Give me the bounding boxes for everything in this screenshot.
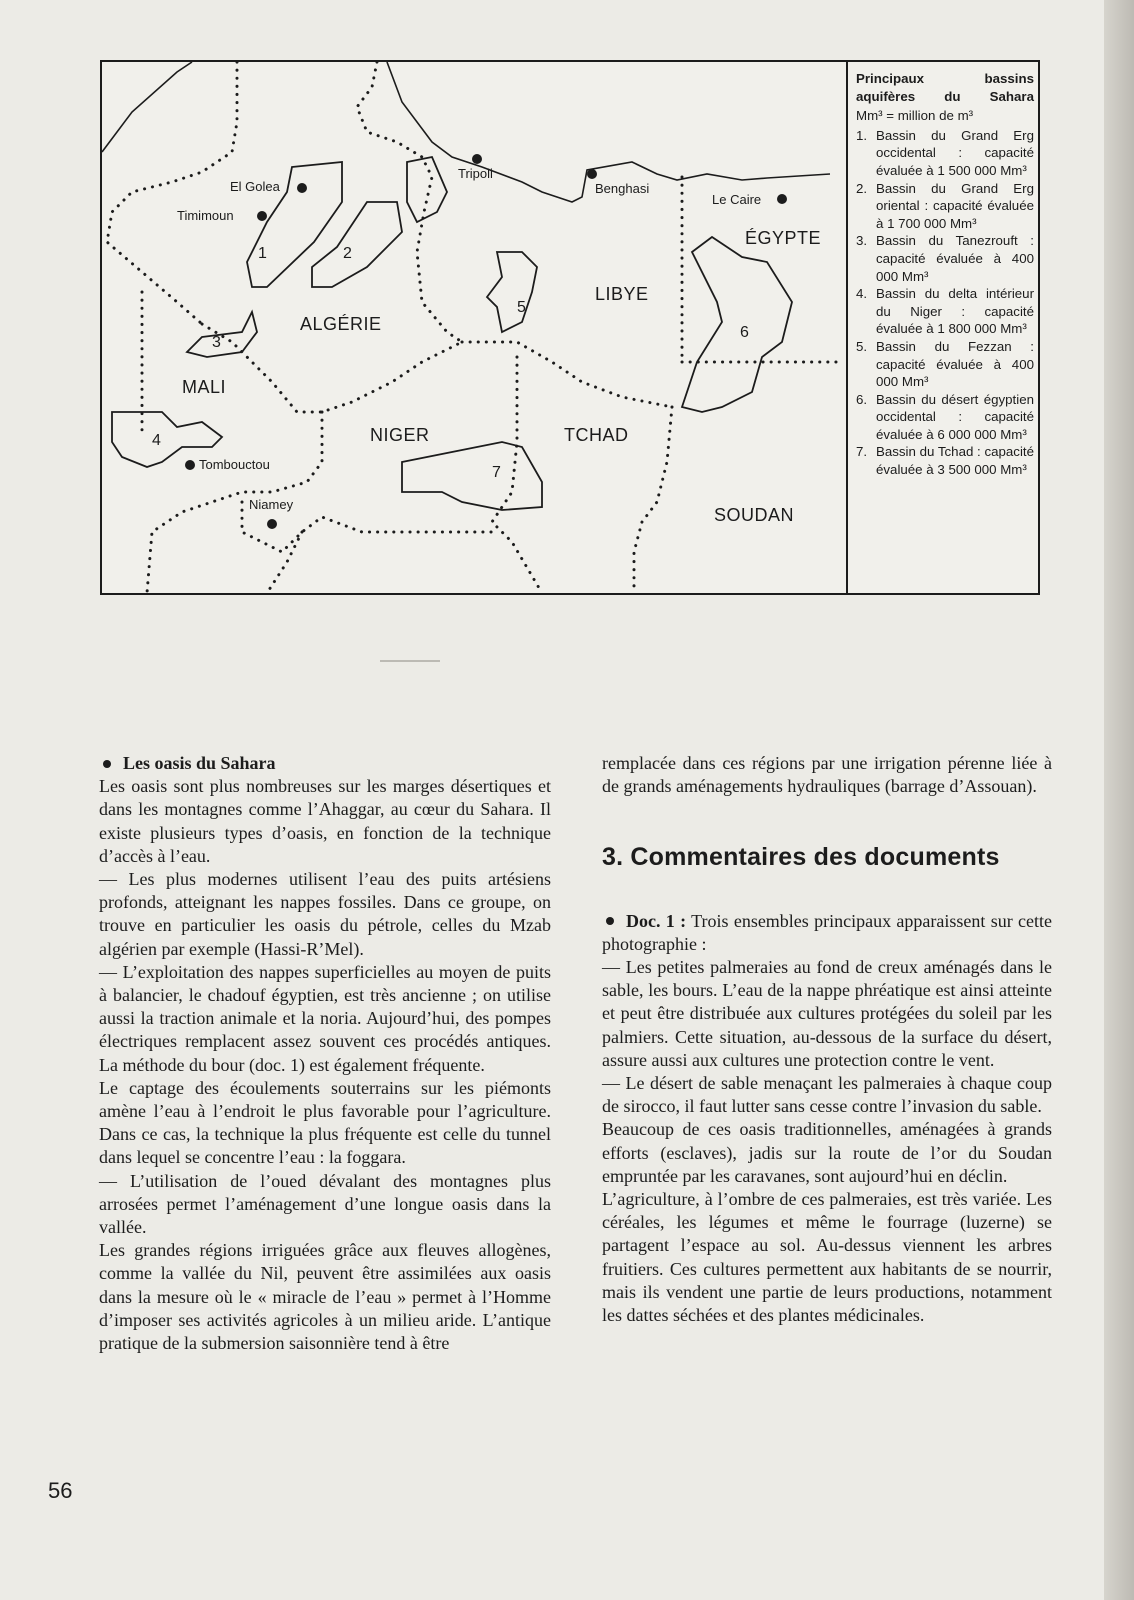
basin-number-1: 1	[258, 245, 267, 262]
city-label-niamey: Niamey	[249, 497, 294, 512]
basin-number-6: 6	[740, 324, 749, 341]
doc1-label: Doc. 1 :	[626, 910, 687, 931]
oasis-heading-text: Les oasis du Sahara	[123, 753, 276, 773]
border-morocco-algeria	[107, 62, 237, 324]
legend-item	[856, 127, 1034, 180]
basin-number-3: 3	[212, 334, 221, 351]
doc1-intro-text: Trois ensembles principaux apparaissent sur cette photographie :	[602, 910, 1052, 954]
legend-item-text: Bassin du Tanezrouft : capacité évaluée à 400 000 Mm³	[876, 233, 1034, 284]
right-text-column	[602, 752, 1052, 1327]
country-label-niger: NIGER	[370, 425, 430, 445]
city-label-tombouctou: Tombouctou	[199, 457, 270, 472]
legend-item-text: Bassin du delta intérieur du Niger : capacité évaluée à 1 800 000 Mm³	[876, 286, 1034, 337]
legend-item-number: 2.	[856, 180, 868, 196]
sahara-map	[102, 62, 846, 593]
basin-3-outline	[187, 312, 257, 357]
paragraph: — Les plus modernes utilisent l’eau des puits artésiens profonds, atteignant les nappes fossiles. Dans ce groupe, on trouve en particulier les oasis du pétrole, celles du Mzab algérien par exemple (Hassi-R’Mel).	[99, 869, 551, 959]
coastline-west	[102, 62, 192, 152]
section-heading: 3. Commentaires des documents	[602, 843, 1000, 872]
basin-number-4: 4	[152, 432, 161, 449]
legend-item-number: 6.	[856, 391, 868, 407]
country-label-sudan: SOUDAN	[714, 505, 795, 525]
basin-2-strip	[407, 157, 447, 222]
basin-6-outline	[682, 237, 792, 412]
legend-item-text: Bassin du Grand Erg oriental : capacité évaluée à 1 700 000 Mm³	[876, 180, 1034, 231]
city-label-el-golea: El Golea	[230, 179, 280, 194]
legend-item-number: 1.	[856, 127, 868, 143]
basin-number-7: 7	[492, 464, 501, 481]
legend-title	[856, 70, 1034, 105]
legend-item	[856, 391, 1034, 444]
city-marker-niamey	[267, 519, 277, 529]
paragraph: — Les petites palmeraies au fond de creux aménagés dans le sable, les bours. L’eau de la nappe phréatique est ainsi atteinte et peut être distribuée aux cultures protégées du soleil par les palmiers. Cette situation, au-dessous de la surface du désert, assure aussi aux cultures une protection contre le vent.	[602, 957, 1052, 1070]
left-paragraphs	[99, 775, 551, 1355]
country-label-egypt: ÉGYPTE	[745, 228, 822, 248]
left-text-column	[99, 752, 551, 1355]
bullet-icon	[606, 917, 614, 925]
legend-items	[856, 127, 1034, 479]
paragraph: — L’exploitation des nappes superficielles au moyen de puits à balancier, le chadouf égyptien, est très ancienne ; on utilise aussi la traction animale et la noria. Aujourd’hui, des pompes électriques remplacent assez souvent ces procédés antiques. La méthode du bour (doc. 1) est également fréquente.	[99, 961, 551, 1075]
city-label-le-caire: Le Caire	[712, 192, 762, 207]
border-algeria-mali	[202, 324, 462, 412]
map-legend	[846, 62, 1040, 593]
country-label-mali: MALI	[182, 377, 227, 397]
page-number: 56	[48, 1478, 73, 1503]
basin-2-outline	[312, 202, 402, 287]
city-marker-le-caire	[777, 194, 787, 204]
basin-number-5: 5	[517, 299, 526, 316]
basin-number-2: 2	[343, 245, 352, 262]
legend-item	[856, 232, 1034, 285]
doc1-intro-paragraph	[602, 910, 1052, 956]
legend-item	[856, 180, 1034, 233]
legend-item-text: Bassin du Grand Erg occidental : capacité évaluée à 1 500 000 Mm³	[876, 127, 1034, 178]
basin-7-outline	[402, 442, 542, 510]
legend-item	[856, 338, 1034, 391]
right-paragraphs	[602, 956, 1052, 1327]
legend-unit: Mm³ = million de m³	[856, 108, 974, 124]
legend-item-number: 4.	[856, 286, 868, 302]
legend-title-line2: aquifères du Sahara	[856, 88, 1034, 104]
paragraph: Beaucoup de ces oasis traditionnelles, aménagées à grands efforts (esclaves), jadis sur la route de l’or du Soudan empruntée par les caravanes, sont aujourd’hui en déclin.	[602, 1119, 1052, 1186]
page-edge	[1104, 0, 1134, 1600]
city-marker-el-golea	[297, 183, 307, 193]
country-label-chad: TCHAD	[564, 425, 629, 445]
paragraph: Les oasis sont plus nombreuses sur les marges désertiques et dans les montagnes comme l’Ahaggar, au cœur du Sahara. Il existe plusieurs types d’oasis, en fonction de la technique d’accès à l’eau.	[99, 776, 551, 866]
border-south-west	[267, 532, 302, 593]
border-algeria-libya	[462, 342, 672, 407]
continuation-paragraph: remplacée dans ces régions par une irrigation pérenne liée à de grands aménagements hydrauliques (barrage d’Assouan).	[602, 753, 1052, 797]
bullet-icon	[103, 760, 111, 768]
border-libya-chad	[634, 407, 672, 593]
city-marker-tripoli	[472, 154, 482, 164]
section-oasis-heading	[99, 752, 551, 775]
city-label-benghasi: Benghasi	[595, 181, 650, 196]
legend-item-text: Bassin du Tchad : capacité évaluée à 3 500 000 Mm³	[876, 444, 1034, 478]
paragraph: Les grandes régions irriguées grâce aux fleuves allogènes, comme la vallée du Nil, peuvent être assimilées aux oasis dans la mesure où le « miracle de l’eau » permet à l’Homme d’imposer ses activités agricoles à un milieu aride. L’antique pratique de la submersion saisonnière tend à être	[99, 1240, 551, 1354]
paragraph: Le captage des écoulements souterrains sur les piémonts amène l’eau à l’endroit le plus favorable pour l’agriculture. Dans ce cas, la technique la plus fréquente est celle du tunnel dans lequel se concentre l’eau : la foggara.	[99, 1077, 551, 1168]
city-label-tripoli: Tripoli	[458, 166, 493, 181]
legend-item	[856, 285, 1034, 338]
legend-title-line1: Principaux bassins	[856, 71, 1034, 86]
border-niger-mali	[147, 412, 322, 593]
city-marker-benghasi	[587, 169, 597, 179]
aquifer-map-figure	[100, 60, 1040, 595]
city-marker-tombouctou	[185, 460, 195, 470]
legend-item-text: Bassin du désert égyptien occidental : capacité évaluée à 6 000 000 Mm³	[876, 391, 1034, 442]
legend-item-number: 5.	[856, 338, 868, 354]
legend-item-text: Bassin du Fezzan : capacité évaluée à 400 000 Mm³	[876, 338, 1034, 390]
city-marker-timimoun	[257, 211, 267, 221]
legend-item-number: 7.	[856, 444, 868, 460]
paragraph: — L’utilisation de l’oued dévalant des montagnes plus arrosées permet l’aménagement d’une longue oasis dans la vallée.	[99, 1170, 551, 1238]
legend-item-number: 3.	[856, 233, 868, 249]
paragraph: L’agriculture, à l’ombre de ces palmeraies, est très variée. Les céréales, les légumes et même le fourrage (luzerne) se partagent l’espace au sol. Au-dessus viennent les arbres fruitiers. Ces cultures permettent aux habitants de se nourrir, mais ils vendent une partie de leurs productions, notamment les dattes séchées et des plantes médicinales.	[602, 1189, 1052, 1326]
city-label-timimoun: Timimoun	[177, 208, 234, 223]
country-label-libya: LIBYE	[595, 284, 649, 304]
legend-item	[856, 443, 1034, 478]
country-label-algeria: ALGÉRIE	[300, 314, 382, 334]
paragraph: — Le désert de sable menaçant les palmeraies à chaque coup de sirocco, il faut lutter sans cesse contre l’invasion du sable.	[602, 1073, 1052, 1117]
basin-5-outline	[487, 252, 537, 332]
divider	[380, 660, 440, 662]
